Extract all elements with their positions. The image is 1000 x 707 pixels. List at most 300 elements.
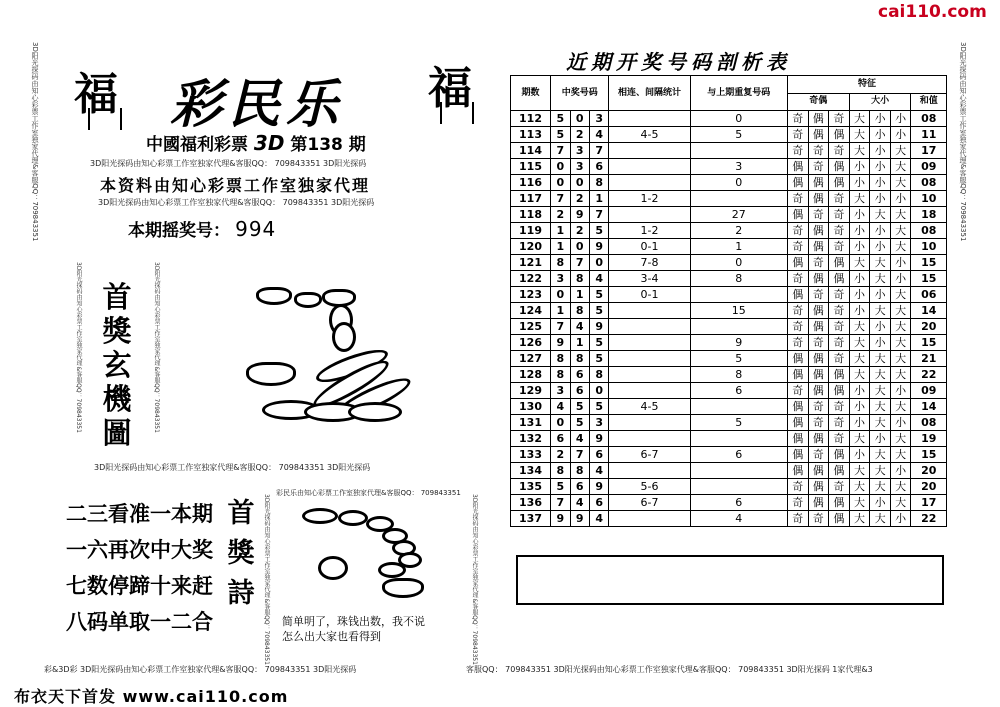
- adjacent-cell: 0-1: [609, 239, 690, 255]
- number-digit-cell: 6: [551, 431, 570, 447]
- number-digit-cell: 1: [570, 335, 589, 351]
- number-digit-cell: 0: [551, 159, 570, 175]
- adjacent-cell: [609, 159, 690, 175]
- table-row: [511, 127, 947, 143]
- repeat-cell: [690, 319, 787, 335]
- table-row: [511, 431, 947, 447]
- number-digit-cell: 3: [589, 415, 608, 431]
- adjacent-cell: 5-6: [609, 479, 690, 495]
- repeat-cell: 5: [690, 351, 787, 367]
- number-digit-cell: 4: [551, 399, 570, 415]
- puzzle-left-vertical: 3D阳光探码由知心彩票工作室独家代理&客服QQ：709843351: [75, 262, 82, 433]
- number-digit-cell: 7: [551, 143, 570, 159]
- parity-cell: 奇: [829, 207, 850, 223]
- parity-cell: 奇: [829, 287, 850, 303]
- parity-cell: 奇: [787, 143, 808, 159]
- header-small-line-2: 3D阳光探码由知心彩票工作室独家代理&客服QQ： 709843351 3D阳光探码: [98, 198, 375, 207]
- parity-cell: 偶: [808, 351, 829, 367]
- parity-cell: 奇: [787, 319, 808, 335]
- parity-cell: 奇: [808, 287, 829, 303]
- col-adjacent: 相连、间隔统计: [609, 76, 690, 111]
- size-cell: 大: [870, 351, 891, 367]
- number-digit-cell: 3: [589, 111, 608, 127]
- poem-note-line: 怎么出大家也看得到: [282, 630, 381, 643]
- parity-cell: 偶: [787, 351, 808, 367]
- parity-cell: 偶: [787, 159, 808, 175]
- size-cell: 小: [849, 287, 870, 303]
- number-digit-cell: 0: [589, 255, 608, 271]
- sum-cell: 22: [911, 511, 947, 527]
- table-title: 近期开奖号码剖析表: [566, 50, 791, 74]
- notes-box: [516, 555, 944, 605]
- coin-icon: [332, 322, 356, 352]
- size-cell: 小: [849, 223, 870, 239]
- bottom-left-brand[interactable]: 布衣天下首发 www.cai110.com: [14, 687, 289, 706]
- parity-cell: 奇: [829, 111, 850, 127]
- puzzle-title-char: 首: [102, 280, 132, 314]
- adjacent-cell: [609, 431, 690, 447]
- parity-cell: 奇: [829, 319, 850, 335]
- number-digit-cell: 5: [570, 415, 589, 431]
- size-cell: 大: [870, 415, 891, 431]
- table-row: [511, 111, 947, 127]
- number-digit-cell: 4: [589, 127, 608, 143]
- sum-cell: 08: [911, 111, 947, 127]
- number-digit-cell: 6: [589, 159, 608, 175]
- parity-cell: 偶: [829, 255, 850, 271]
- number-digit-cell: 7: [551, 319, 570, 335]
- parity-cell: 偶: [808, 191, 829, 207]
- parity-cell: 奇: [787, 335, 808, 351]
- repeat-cell: 4: [690, 511, 787, 527]
- table-row: [511, 239, 947, 255]
- issue-prefix: 中國福利彩票: [146, 135, 248, 155]
- number-digit-cell: 5: [589, 287, 608, 303]
- size-cell: 大: [849, 463, 870, 479]
- number-digit-cell: 5: [551, 127, 570, 143]
- adjacent-cell: [609, 111, 690, 127]
- size-cell: 大: [870, 271, 891, 287]
- number-digit-cell: 0: [551, 175, 570, 191]
- size-cell: 大: [870, 207, 891, 223]
- repeat-cell: [690, 431, 787, 447]
- draw-line: [128, 216, 276, 241]
- parity-cell: 偶: [787, 367, 808, 383]
- parity-cell: 奇: [829, 335, 850, 351]
- tassel-right: [440, 102, 474, 124]
- adjacent-cell: 1-2: [609, 191, 690, 207]
- number-digit-cell: 2: [570, 223, 589, 239]
- poem-line: 八码单取一二合: [66, 610, 213, 634]
- number-digit-cell: 9: [589, 319, 608, 335]
- table-row: [511, 351, 947, 367]
- issue-cell: 129: [511, 383, 551, 399]
- table-row: [511, 223, 947, 239]
- parity-cell: 偶: [829, 175, 850, 191]
- sum-cell: 08: [911, 415, 947, 431]
- sum-cell: 20: [911, 479, 947, 495]
- size-cell: 小: [890, 271, 911, 287]
- adjacent-cell: [609, 143, 690, 159]
- parity-cell: 偶: [829, 127, 850, 143]
- number-digit-cell: 5: [589, 303, 608, 319]
- size-cell: 大: [849, 111, 870, 127]
- ingot-icon: [256, 287, 292, 305]
- parity-cell: 奇: [787, 191, 808, 207]
- puzzle-title-char: 獎: [102, 314, 132, 348]
- table-row: [511, 143, 947, 159]
- number-digit-cell: 8: [589, 175, 608, 191]
- table-row: [511, 447, 947, 463]
- size-cell: 大: [890, 303, 911, 319]
- adjacent-cell: [609, 175, 690, 191]
- table-row: [511, 255, 947, 271]
- size-cell: 小: [870, 223, 891, 239]
- puzzle-footer: 3D阳光探码由知心彩票工作室独家代理&客服QQ： 709843351 3D阳光探码: [94, 463, 371, 472]
- poem-line: 一六再次中大奖: [66, 538, 213, 562]
- issue-mid: 第: [290, 135, 308, 155]
- poem-vertical-right: 3D阳光探码由知心彩票工作室独家代理&客服QQ：709843351: [471, 494, 478, 665]
- number-digit-cell: 8: [551, 463, 570, 479]
- parity-cell: 奇: [787, 479, 808, 495]
- number-digit-cell: 3: [570, 143, 589, 159]
- table-body: [511, 111, 947, 527]
- sum-cell: 17: [911, 495, 947, 511]
- sum-cell: 15: [911, 335, 947, 351]
- number-digit-cell: 6: [570, 383, 589, 399]
- parity-cell: 偶: [808, 271, 829, 287]
- bottom-strip-left: 彩&3D彩 3D阳光探码由知心彩票工作室独家代理&客服QQ： 709843351 3D阳光探码: [44, 665, 357, 674]
- size-cell: 大: [870, 303, 891, 319]
- number-digit-cell: 0: [570, 239, 589, 255]
- table-row: [511, 191, 947, 207]
- size-cell: 大: [890, 495, 911, 511]
- size-cell: 大: [870, 383, 891, 399]
- number-digit-cell: 8: [570, 303, 589, 319]
- parity-cell: 偶: [787, 399, 808, 415]
- issue-cell: 135: [511, 479, 551, 495]
- issue-cell: 113: [511, 127, 551, 143]
- size-cell: 大: [849, 495, 870, 511]
- size-cell: 小: [890, 191, 911, 207]
- sum-cell: 10: [911, 191, 947, 207]
- number-digit-cell: 9: [551, 511, 570, 527]
- issue-cell: 112: [511, 111, 551, 127]
- repeat-cell: 0: [690, 255, 787, 271]
- repeat-cell: [690, 463, 787, 479]
- poem-line: 二三看准一本期: [66, 502, 213, 526]
- fu-right: 福: [428, 63, 472, 114]
- parity-cell: 奇: [829, 415, 850, 431]
- size-cell: 小: [870, 239, 891, 255]
- table-row: [511, 415, 947, 431]
- issue-3d: 3D: [253, 131, 285, 155]
- size-cell: 小: [890, 415, 911, 431]
- parity-cell: 偶: [808, 111, 829, 127]
- table-row: [511, 479, 947, 495]
- sum-cell: 19: [911, 431, 947, 447]
- adjacent-cell: [609, 463, 690, 479]
- col-size: 大小: [849, 93, 911, 111]
- size-cell: 大: [890, 207, 911, 223]
- parity-cell: 偶: [808, 175, 829, 191]
- parity-cell: 奇: [787, 271, 808, 287]
- poem-top-small: 彩民乐由知心彩票工作室独家代理&客服QQ： 709843351: [276, 489, 461, 497]
- draw-number: 994: [235, 217, 277, 241]
- sum-cell: 15: [911, 271, 947, 287]
- size-cell: 大: [890, 399, 911, 415]
- number-digit-cell: 5: [589, 335, 608, 351]
- sum-cell: 18: [911, 207, 947, 223]
- parity-cell: 偶: [829, 463, 850, 479]
- parity-cell: 奇: [808, 143, 829, 159]
- parity-cell: 偶: [829, 367, 850, 383]
- parity-cell: 奇: [787, 303, 808, 319]
- adjacent-cell: 4-5: [609, 127, 690, 143]
- parity-cell: 奇: [829, 399, 850, 415]
- issue-cell: 117: [511, 191, 551, 207]
- parity-cell: 奇: [829, 351, 850, 367]
- parity-cell: 偶: [808, 239, 829, 255]
- parity-cell: 偶: [787, 175, 808, 191]
- number-digit-cell: 5: [570, 399, 589, 415]
- repeat-cell: 6: [690, 383, 787, 399]
- sum-cell: 06: [911, 287, 947, 303]
- issue-cell: 137: [511, 511, 551, 527]
- repeat-cell: [690, 143, 787, 159]
- size-cell: 小: [870, 143, 891, 159]
- number-digit-cell: 3: [570, 159, 589, 175]
- parity-cell: 奇: [829, 223, 850, 239]
- parity-cell: 偶: [787, 431, 808, 447]
- number-digit-cell: 0: [589, 383, 608, 399]
- number-digit-cell: 1: [570, 287, 589, 303]
- repeat-cell: 5: [690, 127, 787, 143]
- parity-cell: 偶: [787, 255, 808, 271]
- parity-cell: 偶: [787, 463, 808, 479]
- parity-cell: 奇: [787, 383, 808, 399]
- number-digit-cell: 0: [551, 415, 570, 431]
- number-digit-cell: 7: [551, 495, 570, 511]
- number-digit-cell: 9: [570, 511, 589, 527]
- size-cell: 小: [849, 271, 870, 287]
- size-cell: 大: [849, 319, 870, 335]
- table-row: [511, 319, 947, 335]
- issue-cell: 118: [511, 207, 551, 223]
- number-digit-cell: 8: [551, 351, 570, 367]
- number-digit-cell: 3: [551, 271, 570, 287]
- parity-cell: 奇: [808, 511, 829, 527]
- adjacent-cell: 6-7: [609, 447, 690, 463]
- issue-cell: 125: [511, 319, 551, 335]
- number-digit-cell: 1: [551, 303, 570, 319]
- parity-cell: 奇: [829, 431, 850, 447]
- size-cell: 大: [870, 399, 891, 415]
- parity-cell: 奇: [787, 239, 808, 255]
- size-cell: 小: [849, 207, 870, 223]
- issue-suffix: 期: [348, 135, 366, 155]
- table-row: [511, 271, 947, 287]
- site-logo[interactable]: cai110.com: [878, 2, 987, 22]
- repeat-cell: 6: [690, 447, 787, 463]
- puzzle-panel: [66, 262, 466, 474]
- size-cell: 大: [849, 127, 870, 143]
- adjacent-cell: 6-7: [609, 495, 690, 511]
- issue-cell: 126: [511, 335, 551, 351]
- table-row: [511, 175, 947, 191]
- size-cell: 小: [890, 383, 911, 399]
- bottom-strip-right: 客服QQ： 709843351 3D阳光探码由知心彩票工作室独家代理&客服QQ： 709843351 3D阳光探码 1家代理&3: [466, 665, 873, 674]
- ingot-icon: [246, 362, 296, 386]
- issue-cell: 123: [511, 287, 551, 303]
- size-cell: 小: [890, 127, 911, 143]
- number-digit-cell: 0: [551, 287, 570, 303]
- fu-left: 福: [74, 69, 118, 120]
- size-cell: 大: [890, 175, 911, 191]
- ingot-icon: [294, 292, 322, 308]
- size-cell: 小: [849, 159, 870, 175]
- size-cell: 大: [890, 431, 911, 447]
- parity-cell: 偶: [808, 383, 829, 399]
- number-digit-cell: 5: [551, 111, 570, 127]
- number-digit-cell: 0: [570, 111, 589, 127]
- table-row: [511, 463, 947, 479]
- adjacent-cell: [609, 351, 690, 367]
- number-digit-cell: 0: [570, 175, 589, 191]
- coin-icon: [338, 510, 368, 526]
- number-digit-cell: 4: [570, 431, 589, 447]
- parity-cell: 奇: [808, 447, 829, 463]
- issue-cell: 120: [511, 239, 551, 255]
- size-cell: 大: [849, 431, 870, 447]
- repeat-cell: 1: [690, 239, 787, 255]
- sum-cell: 09: [911, 383, 947, 399]
- table-row: [511, 495, 947, 511]
- size-cell: 大: [870, 463, 891, 479]
- parity-cell: 奇: [787, 495, 808, 511]
- parity-cell: 偶: [808, 303, 829, 319]
- number-digit-cell: 6: [570, 479, 589, 495]
- parity-cell: 奇: [787, 127, 808, 143]
- col-parity: 奇偶: [787, 93, 849, 111]
- parity-cell: 奇: [808, 207, 829, 223]
- repeat-cell: 5: [690, 415, 787, 431]
- parity-cell: 奇: [829, 239, 850, 255]
- number-digit-cell: 9: [570, 207, 589, 223]
- size-cell: 大: [849, 255, 870, 271]
- number-digit-cell: 2: [551, 447, 570, 463]
- parity-cell: 偶: [787, 447, 808, 463]
- sum-cell: 09: [911, 159, 947, 175]
- size-cell: 小: [870, 127, 891, 143]
- size-cell: 大: [849, 335, 870, 351]
- repeat-cell: [690, 399, 787, 415]
- parity-cell: 偶: [787, 415, 808, 431]
- parity-cell: 偶: [808, 463, 829, 479]
- issue-cell: 124: [511, 303, 551, 319]
- coin-icon: [378, 562, 406, 578]
- size-cell: 大: [849, 351, 870, 367]
- repeat-cell: 8: [690, 367, 787, 383]
- repeat-cell: [690, 191, 787, 207]
- sum-cell: 20: [911, 463, 947, 479]
- parity-cell: 奇: [808, 255, 829, 271]
- parity-cell: 偶: [829, 271, 850, 287]
- col-repeat: 与上期重复号码: [690, 76, 787, 111]
- number-digit-cell: 8: [589, 367, 608, 383]
- number-digit-cell: 8: [570, 463, 589, 479]
- repeat-cell: [690, 479, 787, 495]
- tassel-left: [88, 108, 122, 130]
- number-digit-cell: 5: [589, 399, 608, 415]
- repeat-cell: 9: [690, 335, 787, 351]
- parity-cell: 偶: [808, 495, 829, 511]
- repeat-cell: 2: [690, 223, 787, 239]
- col-issue: 期数: [511, 76, 551, 111]
- size-cell: 小: [849, 383, 870, 399]
- parity-cell: 奇: [829, 303, 850, 319]
- repeat-cell: [690, 287, 787, 303]
- size-cell: 小: [890, 511, 911, 527]
- number-digit-cell: 4: [570, 319, 589, 335]
- issue-cell: 136: [511, 495, 551, 511]
- size-cell: 小: [849, 239, 870, 255]
- size-cell: 小: [890, 463, 911, 479]
- repeat-cell: 3: [690, 159, 787, 175]
- parity-cell: 偶: [829, 511, 850, 527]
- size-cell: 大: [890, 447, 911, 463]
- adjacent-cell: [609, 415, 690, 431]
- number-digit-cell: 4: [589, 463, 608, 479]
- repeat-cell: 0: [690, 175, 787, 191]
- poem-title-char: 獎: [227, 538, 255, 569]
- size-cell: 大: [870, 367, 891, 383]
- adjacent-cell: [609, 383, 690, 399]
- number-digit-cell: 9: [551, 335, 570, 351]
- sum-cell: 15: [911, 447, 947, 463]
- number-digit-cell: 8: [570, 271, 589, 287]
- puzzle-title-char: 玄: [102, 348, 132, 382]
- ingot-icon: [382, 578, 424, 598]
- table-row: [511, 399, 947, 415]
- number-digit-cell: 6: [589, 447, 608, 463]
- coin-icon: [348, 402, 402, 422]
- sum-cell: 10: [911, 239, 947, 255]
- table-row: [511, 383, 947, 399]
- parity-cell: 偶: [829, 495, 850, 511]
- agent-line: 本资料由知心彩票工作室独家代理: [100, 176, 371, 195]
- repeat-cell: 27: [690, 207, 787, 223]
- size-cell: 小: [870, 431, 891, 447]
- adjacent-cell: 3-4: [609, 271, 690, 287]
- number-digit-cell: 8: [570, 351, 589, 367]
- number-digit-cell: 8: [551, 367, 570, 383]
- number-digit-cell: 1: [589, 191, 608, 207]
- parity-cell: 偶: [808, 127, 829, 143]
- sum-cell: 17: [911, 143, 947, 159]
- adjacent-cell: 7-8: [609, 255, 690, 271]
- issue-cell: 134: [511, 463, 551, 479]
- size-cell: 大: [890, 143, 911, 159]
- parity-cell: 偶: [787, 287, 808, 303]
- poem-title: [226, 494, 256, 614]
- coin-icon: [318, 556, 348, 580]
- number-digit-cell: 1: [551, 223, 570, 239]
- issue-cell: 130: [511, 399, 551, 415]
- size-cell: 小: [890, 111, 911, 127]
- coin-icon: [302, 508, 338, 524]
- number-digit-cell: 9: [589, 431, 608, 447]
